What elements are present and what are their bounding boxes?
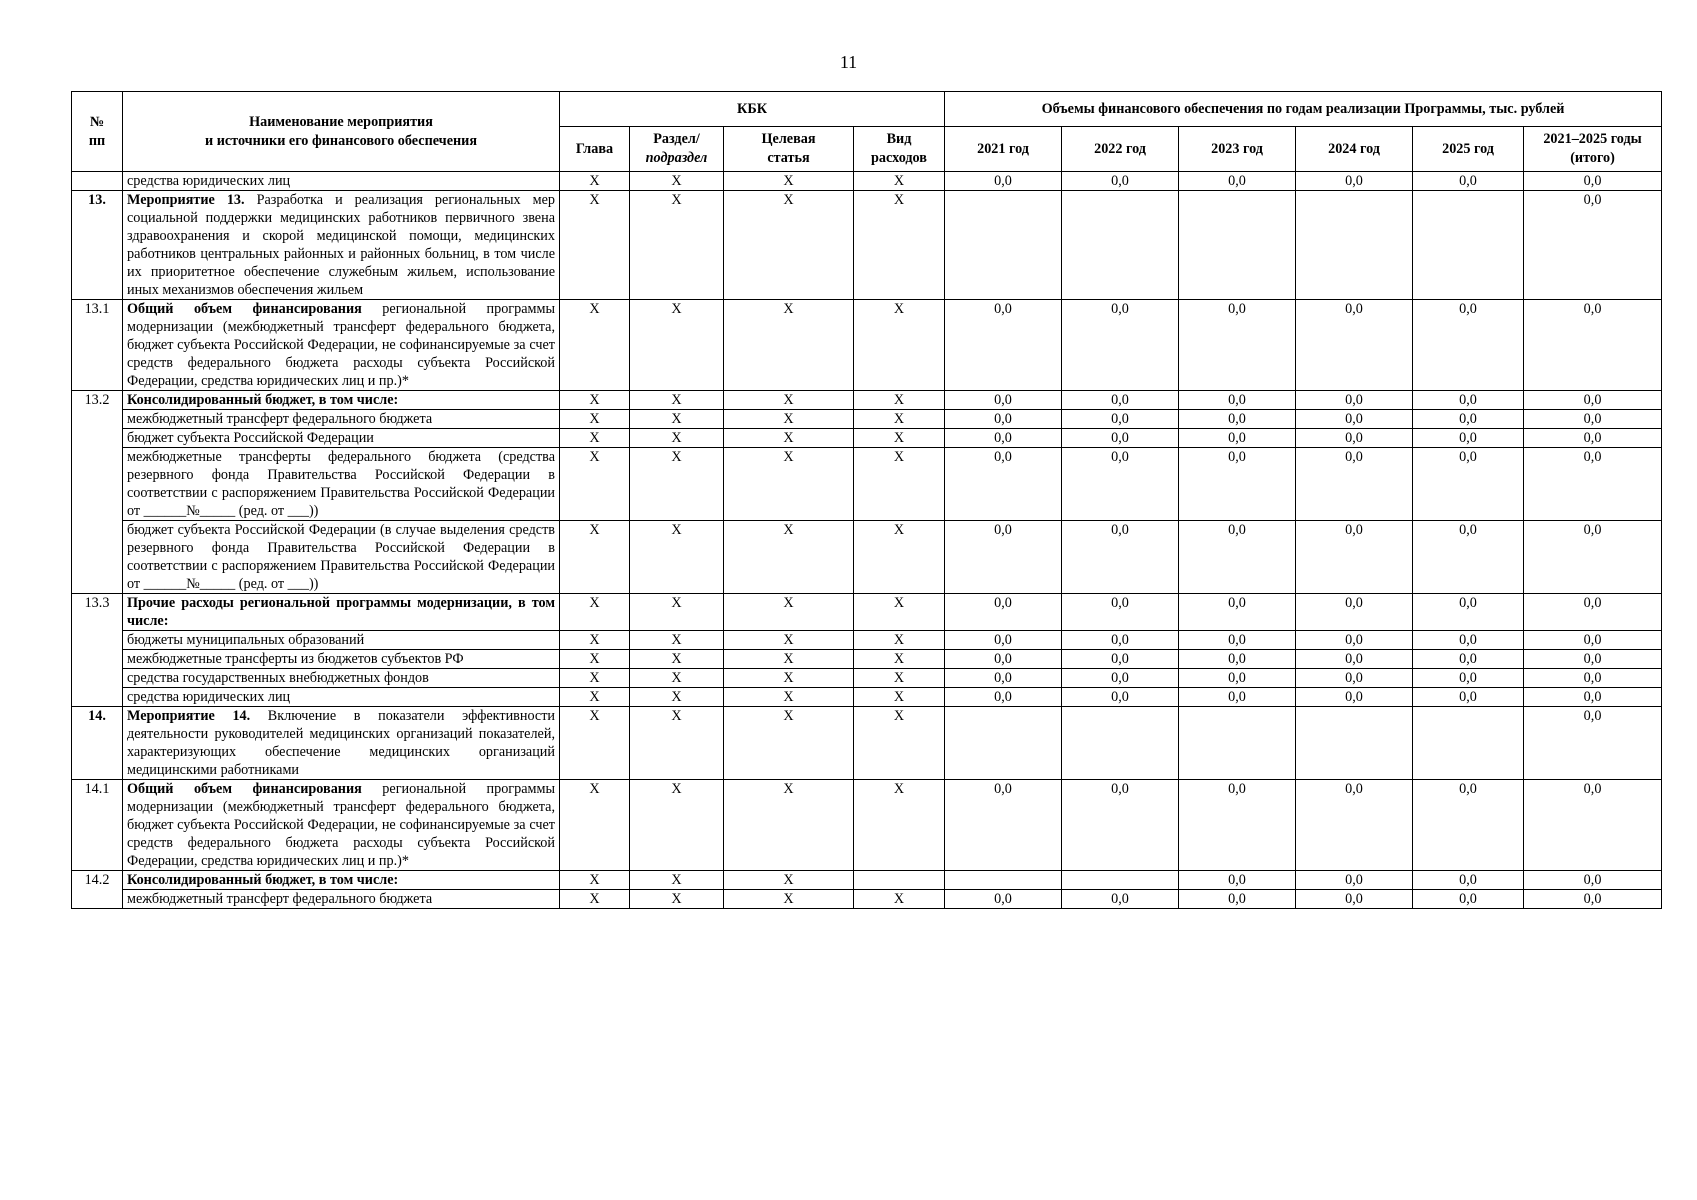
row-name-text: межбюджетный трансферт федерального бюджета xyxy=(127,891,433,907)
kbk-vid: X xyxy=(854,410,945,429)
row-num xyxy=(72,172,123,191)
table-row xyxy=(72,688,1662,707)
value-2021: 0,0 xyxy=(945,631,1062,650)
table-row xyxy=(72,391,1662,410)
value-2022: 0,0 xyxy=(1062,890,1179,909)
value-2024: 0,0 xyxy=(1296,410,1413,429)
header-num: № пп xyxy=(72,92,123,172)
row-name xyxy=(123,707,560,780)
table-row xyxy=(72,448,1662,521)
value-2025: 0,0 xyxy=(1413,172,1524,191)
value-2024: 0,0 xyxy=(1296,300,1413,391)
table-row xyxy=(72,780,1662,871)
kbk-vid: X xyxy=(854,594,945,631)
value-2025: 0,0 xyxy=(1413,410,1524,429)
value-2021: 0,0 xyxy=(945,521,1062,594)
value-2025 xyxy=(1413,191,1524,300)
value-2025: 0,0 xyxy=(1413,780,1524,871)
value-2021 xyxy=(945,871,1062,890)
value-2022 xyxy=(1062,707,1179,780)
kbk-target: X xyxy=(724,650,854,669)
value-2022: 0,0 xyxy=(1062,172,1179,191)
header-total xyxy=(1524,127,1662,172)
value-2024: 0,0 xyxy=(1296,429,1413,448)
kbk-target: X xyxy=(724,688,854,707)
value-total: 0,0 xyxy=(1524,191,1662,300)
value-total: 0,0 xyxy=(1524,871,1662,890)
value-2022 xyxy=(1062,191,1179,300)
kbk-target: X xyxy=(724,890,854,909)
value-2024: 0,0 xyxy=(1296,780,1413,871)
row-name-text: средства юридических лиц xyxy=(127,689,291,705)
kbk-razdel: X xyxy=(630,780,724,871)
header-vid-line1: Вид xyxy=(886,131,912,147)
value-2023 xyxy=(1179,707,1296,780)
value-total: 0,0 xyxy=(1524,631,1662,650)
value-2025: 0,0 xyxy=(1413,429,1524,448)
table-row xyxy=(72,631,1662,650)
kbk-glava: X xyxy=(560,191,630,300)
value-2023: 0,0 xyxy=(1179,391,1296,410)
kbk-target: X xyxy=(724,707,854,780)
value-2024: 0,0 xyxy=(1296,631,1413,650)
kbk-razdel: X xyxy=(630,669,724,688)
value-2021: 0,0 xyxy=(945,429,1062,448)
kbk-vid: X xyxy=(854,688,945,707)
row-name xyxy=(123,448,560,521)
kbk-razdel: X xyxy=(630,688,724,707)
value-2022: 0,0 xyxy=(1062,521,1179,594)
kbk-vid: X xyxy=(854,191,945,300)
row-name-text: Включение в показатели эффективности деятельности руководителей медицинских организаций показателей, характеризующих обеспечение медицинских организаций медицинскими работниками xyxy=(127,708,556,778)
value-2025: 0,0 xyxy=(1413,669,1524,688)
kbk-vid: X xyxy=(854,448,945,521)
kbk-vid: X xyxy=(854,669,945,688)
row-name-text: региональной программы модернизации (межбюджетный трансферт федерального бюджета, бюджет субъекта Российской Федерации, не софинансируемые за счет средств федерального бюджета расходы субъекта Российской Федерации, средства юридических лиц и пр.)* xyxy=(127,781,555,869)
header-name-line1: Наименование мероприятия xyxy=(249,113,433,130)
value-2024: 0,0 xyxy=(1296,521,1413,594)
value-total: 0,0 xyxy=(1524,890,1662,909)
kbk-target: X xyxy=(724,521,854,594)
value-2023: 0,0 xyxy=(1179,172,1296,191)
kbk-glava: X xyxy=(560,669,630,688)
kbk-razdel: X xyxy=(630,890,724,909)
value-2022 xyxy=(1062,871,1179,890)
row-num: 14.1 xyxy=(72,780,123,871)
table-row xyxy=(72,669,1662,688)
value-total: 0,0 xyxy=(1524,650,1662,669)
value-2023: 0,0 xyxy=(1179,521,1296,594)
kbk-razdel: X xyxy=(630,871,724,890)
kbk-target: X xyxy=(724,594,854,631)
row-name xyxy=(123,594,560,631)
row-name xyxy=(123,300,560,391)
table-row xyxy=(72,871,1662,890)
value-2021: 0,0 xyxy=(945,688,1062,707)
kbk-target: X xyxy=(724,448,854,521)
financing-table xyxy=(71,91,1662,909)
value-2023: 0,0 xyxy=(1179,300,1296,391)
kbk-vid: X xyxy=(854,631,945,650)
value-2022: 0,0 xyxy=(1062,410,1179,429)
table-header xyxy=(72,92,1662,172)
kbk-target: X xyxy=(724,669,854,688)
row-name xyxy=(123,521,560,594)
header-glava: Глава xyxy=(560,127,630,172)
value-2021: 0,0 xyxy=(945,410,1062,429)
header-name-line2: и источники его финансового обеспечения xyxy=(204,132,478,149)
value-2022: 0,0 xyxy=(1062,688,1179,707)
row-name-bold: Прочие расходы региональной программы модернизации, в том числе: xyxy=(127,595,555,629)
row-name-text: межбюджетный трансферт федерального бюджета xyxy=(127,411,433,427)
table-row xyxy=(72,300,1662,391)
kbk-razdel: X xyxy=(630,594,724,631)
value-total: 0,0 xyxy=(1524,300,1662,391)
kbk-target: X xyxy=(724,191,854,300)
kbk-vid: X xyxy=(854,650,945,669)
row-name-text: межбюджетные трансферты федерального бюджета (средства резервного фонда Правительства Российской Федерации в соответствии с распоряжением Правительства Российской Федерации от ______№_____ (ред. от ___)) xyxy=(127,449,555,519)
kbk-glava: X xyxy=(560,631,630,650)
kbk-razdel: X xyxy=(630,707,724,780)
kbk-target: X xyxy=(724,172,854,191)
kbk-target: X xyxy=(724,871,854,890)
value-total: 0,0 xyxy=(1524,688,1662,707)
kbk-vid: X xyxy=(854,521,945,594)
value-2023: 0,0 xyxy=(1179,631,1296,650)
row-num: 13.1 xyxy=(72,300,123,391)
value-2021: 0,0 xyxy=(945,448,1062,521)
value-2024: 0,0 xyxy=(1296,688,1413,707)
value-2025: 0,0 xyxy=(1413,871,1524,890)
kbk-glava: X xyxy=(560,429,630,448)
kbk-glava: X xyxy=(560,521,630,594)
header-target-line2: статья xyxy=(767,150,810,166)
value-total: 0,0 xyxy=(1524,780,1662,871)
kbk-razdel: X xyxy=(630,650,724,669)
value-2024: 0,0 xyxy=(1296,448,1413,521)
value-total: 0,0 xyxy=(1524,391,1662,410)
value-total: 0,0 xyxy=(1524,429,1662,448)
header-vid-line2: расходов xyxy=(871,150,927,166)
value-2022: 0,0 xyxy=(1062,391,1179,410)
value-2024: 0,0 xyxy=(1296,890,1413,909)
header-total-line2: (итого) xyxy=(1570,150,1615,166)
value-2022: 0,0 xyxy=(1062,669,1179,688)
value-2025 xyxy=(1413,707,1524,780)
kbk-razdel: X xyxy=(630,631,724,650)
header-razdel-line1: Раздел/ xyxy=(653,131,700,147)
row-num: 14.2 xyxy=(72,871,123,909)
value-2025: 0,0 xyxy=(1413,650,1524,669)
value-2023: 0,0 xyxy=(1179,669,1296,688)
kbk-vid xyxy=(854,871,945,890)
value-2023: 0,0 xyxy=(1179,871,1296,890)
row-name xyxy=(123,650,560,669)
kbk-razdel: X xyxy=(630,172,724,191)
row-name xyxy=(123,631,560,650)
value-2025: 0,0 xyxy=(1413,631,1524,650)
value-2023: 0,0 xyxy=(1179,780,1296,871)
header-razdel-line2: подраздел xyxy=(645,150,708,166)
table-row xyxy=(72,191,1662,300)
kbk-vid: X xyxy=(854,890,945,909)
table-body xyxy=(72,172,1662,909)
kbk-glava: X xyxy=(560,650,630,669)
value-2023: 0,0 xyxy=(1179,410,1296,429)
value-2024: 0,0 xyxy=(1296,594,1413,631)
value-total: 0,0 xyxy=(1524,172,1662,191)
row-name xyxy=(123,688,560,707)
row-num: 13. xyxy=(72,191,123,300)
table-row xyxy=(72,890,1662,909)
value-2021: 0,0 xyxy=(945,391,1062,410)
value-2024: 0,0 xyxy=(1296,172,1413,191)
kbk-target: X xyxy=(724,410,854,429)
header-2021: 2021 год xyxy=(945,127,1062,172)
value-total: 0,0 xyxy=(1524,707,1662,780)
value-2022: 0,0 xyxy=(1062,650,1179,669)
table-row xyxy=(72,410,1662,429)
row-name xyxy=(123,871,560,890)
value-2025: 0,0 xyxy=(1413,448,1524,521)
value-total: 0,0 xyxy=(1524,594,1662,631)
value-2023: 0,0 xyxy=(1179,688,1296,707)
kbk-target: X xyxy=(724,391,854,410)
header-razdel xyxy=(630,127,724,172)
row-name xyxy=(123,780,560,871)
kbk-vid: X xyxy=(854,780,945,871)
header-2025: 2025 год xyxy=(1413,127,1524,172)
kbk-razdel: X xyxy=(630,391,724,410)
kbk-glava: X xyxy=(560,172,630,191)
value-2025: 0,0 xyxy=(1413,688,1524,707)
value-2023 xyxy=(1179,191,1296,300)
value-2022: 0,0 xyxy=(1062,780,1179,871)
row-name-bold: Консолидированный бюджет, в том числе: xyxy=(127,392,399,408)
value-2025: 0,0 xyxy=(1413,300,1524,391)
table-row xyxy=(72,429,1662,448)
kbk-glava: X xyxy=(560,410,630,429)
kbk-glava: X xyxy=(560,890,630,909)
page-number: 11 xyxy=(839,52,858,72)
row-name-text: бюджет субъекта Российской Федерации (в случае выделения средств резервного фонда Правительства Российской Федерации в соответствии с распоряжением Правительства Российской Федерации от ______№_____ (ред. от ___)) xyxy=(127,522,555,592)
value-2024: 0,0 xyxy=(1296,669,1413,688)
kbk-razdel: X xyxy=(630,521,724,594)
value-total: 0,0 xyxy=(1524,669,1662,688)
kbk-vid: X xyxy=(854,172,945,191)
header-kbk: КБК xyxy=(560,92,945,127)
kbk-razdel: X xyxy=(630,300,724,391)
value-2023: 0,0 xyxy=(1179,429,1296,448)
value-2025: 0,0 xyxy=(1413,594,1524,631)
row-name xyxy=(123,669,560,688)
row-name xyxy=(123,172,560,191)
row-name-text: Разработка и реализация региональных мер социальной поддержки медицинских работников первичного звена здравоохранения и скорой медицинской помощи, медицинских работников центральных районных и районных больниц, в том числе их приоритетное обеспечение служебным жильем, использование иных механизмов обеспечения жильем xyxy=(127,192,555,298)
kbk-razdel: X xyxy=(630,191,724,300)
kbk-glava: X xyxy=(560,448,630,521)
row-name-bold: Мероприятие 14. xyxy=(127,708,251,724)
header-2023: 2023 год xyxy=(1179,127,1296,172)
value-2025: 0,0 xyxy=(1413,521,1524,594)
kbk-vid: X xyxy=(854,300,945,391)
row-num: 13.2 xyxy=(72,391,123,594)
value-2024: 0,0 xyxy=(1296,871,1413,890)
row-name-text: средства юридических лиц xyxy=(127,173,291,189)
table-row xyxy=(72,650,1662,669)
value-2022: 0,0 xyxy=(1062,631,1179,650)
value-2021: 0,0 xyxy=(945,890,1062,909)
value-2021: 0,0 xyxy=(945,650,1062,669)
kbk-target: X xyxy=(724,780,854,871)
value-2025: 0,0 xyxy=(1413,391,1524,410)
value-2022: 0,0 xyxy=(1062,300,1179,391)
row-name-bold: Общий объем финансирования xyxy=(127,301,362,317)
kbk-target: X xyxy=(724,300,854,391)
row-name-text: средства государственных внебюджетных фондов xyxy=(127,670,429,686)
row-name xyxy=(123,890,560,909)
value-total: 0,0 xyxy=(1524,521,1662,594)
row-num: 14. xyxy=(72,707,123,780)
kbk-vid: X xyxy=(854,707,945,780)
kbk-glava: X xyxy=(560,780,630,871)
row-name xyxy=(123,429,560,448)
value-2023: 0,0 xyxy=(1179,890,1296,909)
value-2024 xyxy=(1296,191,1413,300)
value-2021: 0,0 xyxy=(945,594,1062,631)
header-2024: 2024 год xyxy=(1296,127,1413,172)
value-2022: 0,0 xyxy=(1062,429,1179,448)
header-volumes: Объемы финансового обеспечения по годам реализации Программы, тыс. рублей xyxy=(945,92,1662,127)
value-2023: 0,0 xyxy=(1179,594,1296,631)
row-num: 13.3 xyxy=(72,594,123,707)
table-row xyxy=(72,594,1662,631)
kbk-razdel: X xyxy=(630,448,724,521)
header-name xyxy=(123,92,560,172)
value-2021: 0,0 xyxy=(945,172,1062,191)
row-name xyxy=(123,410,560,429)
kbk-glava: X xyxy=(560,688,630,707)
header-target xyxy=(724,127,854,172)
table-row xyxy=(72,521,1662,594)
value-2024 xyxy=(1296,707,1413,780)
row-name xyxy=(123,191,560,300)
value-2023: 0,0 xyxy=(1179,650,1296,669)
kbk-target: X xyxy=(724,429,854,448)
row-name xyxy=(123,391,560,410)
value-2022: 0,0 xyxy=(1062,448,1179,521)
table-row xyxy=(72,172,1662,191)
header-2022: 2022 год xyxy=(1062,127,1179,172)
kbk-razdel: X xyxy=(630,410,724,429)
value-total: 0,0 xyxy=(1524,410,1662,429)
value-2023: 0,0 xyxy=(1179,448,1296,521)
kbk-razdel: X xyxy=(630,429,724,448)
row-name-bold: Консолидированный бюджет, в том числе: xyxy=(127,872,399,888)
header-total-line1: 2021–2025 годы xyxy=(1543,131,1642,147)
kbk-target: X xyxy=(724,631,854,650)
row-name-bold: Мероприятие 13. xyxy=(127,192,245,208)
value-2021: 0,0 xyxy=(945,669,1062,688)
kbk-glava: X xyxy=(560,707,630,780)
header-target-line1: Целевая xyxy=(761,131,816,147)
kbk-glava: X xyxy=(560,871,630,890)
row-name-bold: Общий объем финансирования xyxy=(127,781,362,797)
row-name-text: бюджет субъекта Российской Федерации xyxy=(127,430,374,446)
value-total: 0,0 xyxy=(1524,448,1662,521)
value-2021 xyxy=(945,707,1062,780)
kbk-glava: X xyxy=(560,594,630,631)
value-2021: 0,0 xyxy=(945,780,1062,871)
row-name-text: межбюджетные трансферты из бюджетов субъектов РФ xyxy=(127,651,464,667)
value-2024: 0,0 xyxy=(1296,391,1413,410)
kbk-glava: X xyxy=(560,300,630,391)
kbk-vid: X xyxy=(854,429,945,448)
kbk-vid: X xyxy=(854,391,945,410)
row-name-text: региональной программы модернизации (межбюджетный трансферт федерального бюджета, бюджет субъекта Российской Федерации, не софинансируемые за счет средств федерального бюджета расходы субъекта Российской Федерации, средства юридических лиц и пр.)* xyxy=(127,301,555,389)
kbk-glava: X xyxy=(560,391,630,410)
header-vid xyxy=(854,127,945,172)
row-name-text: бюджеты муниципальных образований xyxy=(127,632,365,648)
value-2021 xyxy=(945,191,1062,300)
table-row xyxy=(72,707,1662,780)
value-2024: 0,0 xyxy=(1296,650,1413,669)
value-2021: 0,0 xyxy=(945,300,1062,391)
value-2022: 0,0 xyxy=(1062,594,1179,631)
value-2025: 0,0 xyxy=(1413,890,1524,909)
